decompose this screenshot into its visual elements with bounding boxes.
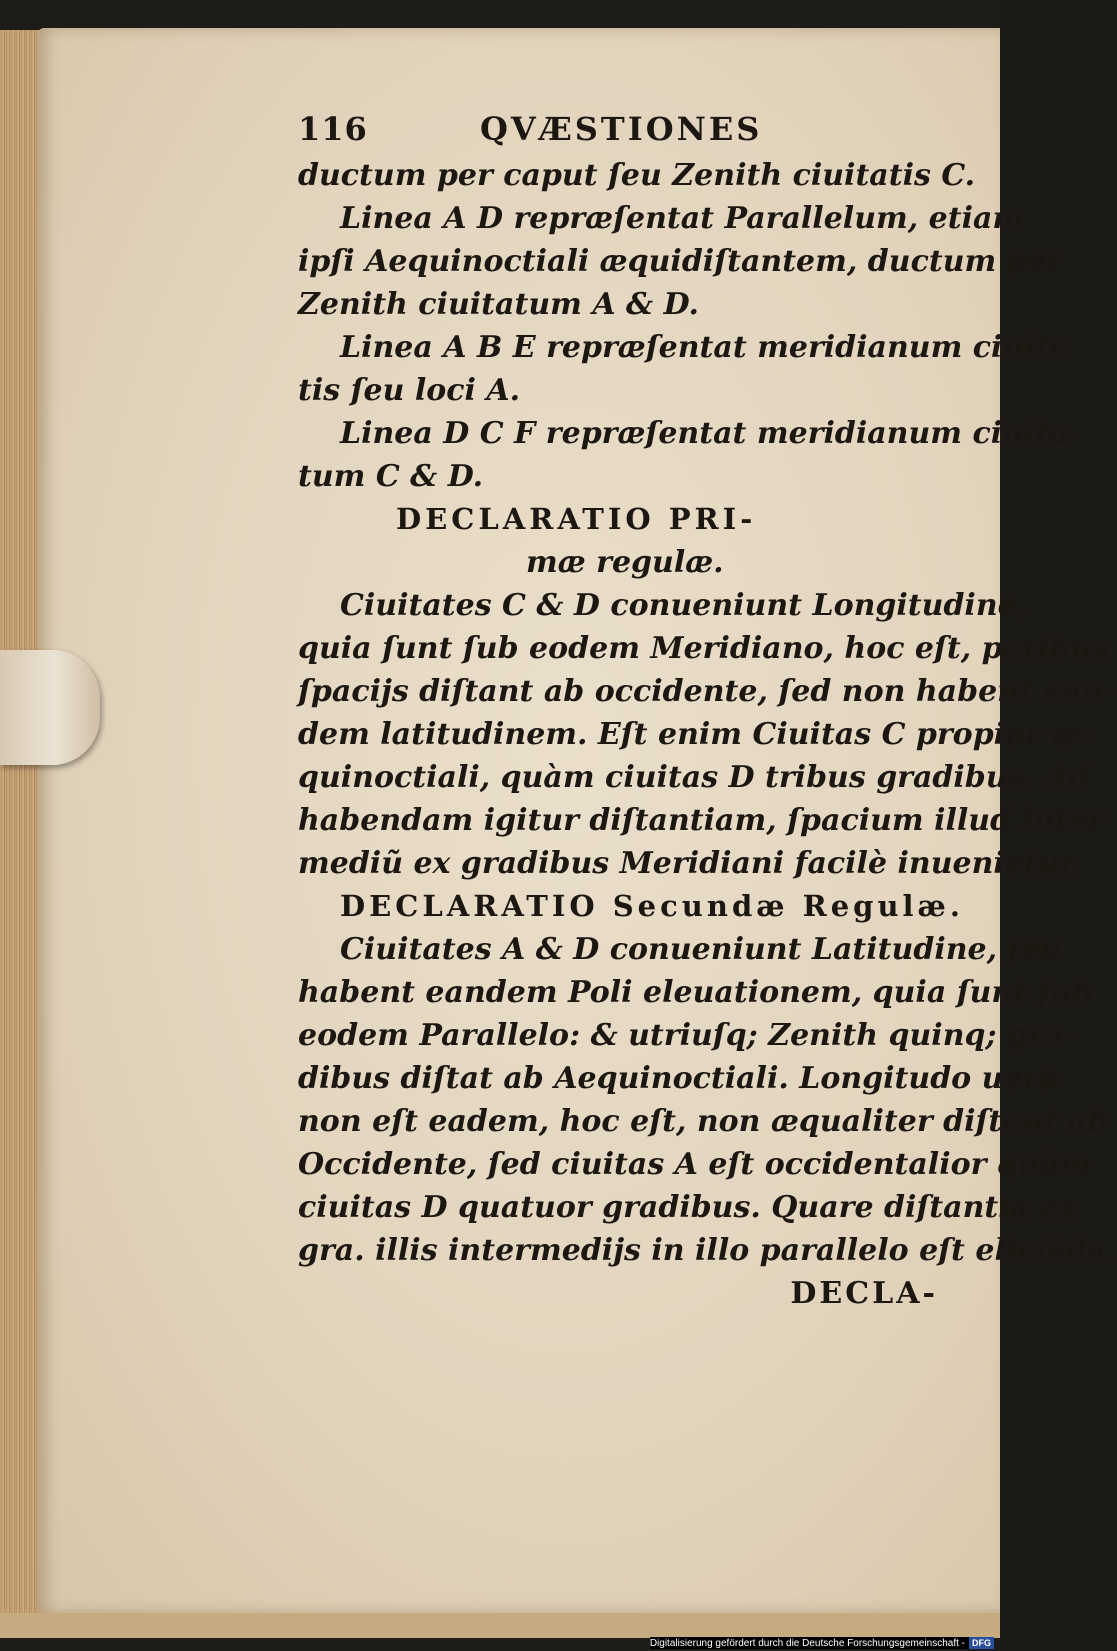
text-line: ſpacijs diſtant ab occidente, ſed non habent ean- [298, 674, 1117, 709]
section-subheading-first-rule: mæ regulæ. [526, 545, 724, 580]
catchword: DECLA- [790, 1276, 938, 1311]
text-line: dibus diſtat ab Aequinoctiali. Longitudo uerò [298, 1061, 1059, 1096]
page-holder-clip [0, 650, 100, 765]
text-line: dem latitudinem. Eſt enim Ciuitas C propior æ- [298, 717, 1092, 752]
text-line: habent eandem Poli eleuationem, quia ſunt ſub [298, 975, 1094, 1010]
text-line: Zenith ciuitatum A & D. [298, 287, 699, 322]
text-line: eodem Parallelo: & utriuſq; Zenith quinq; gra- [298, 1018, 1076, 1053]
digitization-credit [650, 1637, 994, 1649]
text-line: Linea A D repræſentat Parallelum, etiam [340, 201, 1025, 236]
book-bottom-edge [0, 1613, 1000, 1638]
running-header [298, 108, 938, 154]
text-line: Occidente, ſed ciuitas A eſt occidentalior quàm [298, 1147, 1091, 1182]
page-number: 116 [298, 110, 368, 148]
running-title: QVÆSTIONES [480, 110, 763, 148]
section-heading-first-rule: DECLARATIO PRI- [396, 502, 757, 536]
text-line: ductum per caput ſeu Zenith ciuitatis C. [298, 158, 976, 193]
credit-text: Digitalisierung gefördert durch die Deutsche Forschungsgemeinschaft - [649, 1637, 965, 1649]
text-line: Ciuitates A & D conueniunt Latitudine, ſeu [340, 932, 1062, 967]
text-line: Linea A B E repræſentat meridianum ciuita [340, 330, 1069, 365]
text-line: tis ſeu loci A. [298, 373, 521, 408]
text-line: Linea D C F repræſentat meridianum ciuita- [340, 416, 1082, 451]
text-line: tum C & D. [298, 459, 484, 494]
text-line: quia ſunt ſub eodem Meridiano, hoc eſt, paribus [298, 631, 1109, 666]
text-line: quinoctiali, quàm ciuitas D tribus gradibus. Ad [298, 760, 1090, 795]
text-line: habendam igitur diſtantiam, ſpacium illud inter [298, 803, 1104, 838]
page-text [298, 108, 1117, 1315]
text-line: gra. illis intermedijs in illo parallelo eſt eliciẽda. [298, 1233, 1117, 1268]
text-line: Ciuitates C & D conueniunt Longitudine, [340, 588, 1028, 623]
text-line: mediũ ex gradibus Meridiani facilè inuenietur. [298, 846, 1084, 881]
text-line: ipſi Aequinoctiali æquidiſtantem, ductum per [298, 244, 1063, 279]
text-line: ciuitas D quatuor gradibus. Quare diſtantia ex [298, 1190, 1077, 1225]
section-heading-second-rule: DECLARATIO Secundæ Regulæ. [340, 889, 964, 923]
text-line: non eſt eadem, hoc eſt, non æqualiter diſtant ab [298, 1104, 1109, 1139]
dfg-logo-icon: DFG [969, 1637, 994, 1649]
